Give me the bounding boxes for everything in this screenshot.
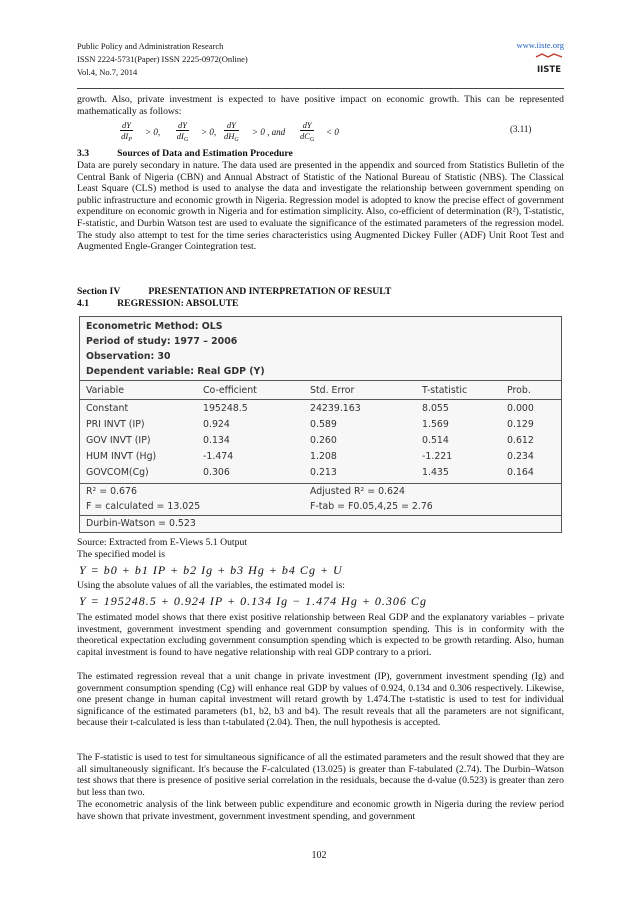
table-header-tstat: T-statistic (422, 385, 468, 396)
header-divider (77, 88, 564, 89)
specified-model-label: The specified model is (77, 549, 165, 560)
journal-issn: ISSN 2224-5731(Paper) ISSN 2225-0972(Online) (77, 54, 248, 64)
table-source: Source: Extracted from E-Views 5.1 Output (77, 537, 247, 548)
interpretation-paragraph-4: The econometric analysis of the link between public expenditure and economic growth in Nigeria during the review period have shown that private investment, government investment spending, and government (77, 799, 564, 822)
interpretation-paragraph-3: The F-statistic is used to test for simultaneous significance of all the estimated parameters and the result showed that they are all simultaneously significant. It's because the F-calculated (13.025) is greater than F-tabulated (2.74). The Durbin–Watson test shows that there is presence of positive serial correlation in the residuals, because the d-value (0.523) is greater than zero but less than two. (77, 752, 564, 798)
fraction-dy-dip: dY $dI_P$ (121, 120, 132, 143)
fraction-dy-dhg: dY $dH_G$ (224, 120, 239, 143)
table-adjusted-r-squared: Adjusted R² = 0.624 (310, 486, 405, 497)
table-r-squared: R² = 0.676 (86, 486, 137, 497)
section-3-3-paragraph: Data are purely secondary in nature. The data used are presented in the appendix and sourced from Statistics Bulletin of the Central Bank of Nigeria (CBN) and Annual Abstract of Statistic of the National Bureau of Statistic (NBS). The Classical Least Square (CLS) method is used to analyse the data and investigate the relationship between government spending on public infrastructure and economic growth in Nigeria. Regression model is adopted to know the precise effect of government expenditure on economic growth in Nigeria and for estimation simplicity. Also, co-efficient of determination (R²), T-statistic, F-statistic, and Durbin Watson test are used to evaluate the significance of the estimated parameters of the regression model. The study also attempt to test for the time series characteristics using Augmented Dickey Fuller (ADF) Unit Root Test and Augmented Engle-Granger Cointegration test. (77, 160, 564, 253)
equation-number: (3.11) (510, 124, 532, 134)
journal-header (77, 40, 248, 79)
logo-text: IISTE (536, 65, 562, 75)
table-method: Econometric Method: OLS (86, 321, 223, 332)
estimated-model-equation: Y = 195248.5 + 0.924 IP + 0.134 Ig − 1.474 Hg + 0.306 Cg (79, 594, 427, 608)
table-header-coefficient: Co-efficient (203, 385, 257, 396)
table-period: Period of study: 1977 – 2006 (86, 336, 238, 347)
journal-url-link[interactable]: www.iiste.org (516, 40, 564, 50)
section-4-heading: Section IV PRESENTATION AND INTERPRETATION OF RESULT (77, 286, 392, 297)
iiste-logo (534, 53, 564, 77)
fraction-dy-dig: dY $dI_G$ (176, 120, 189, 143)
table-observation: Observation: 30 (86, 351, 171, 362)
table-header-prob: Prob. (507, 385, 531, 396)
page-number: 102 (311, 850, 327, 861)
table-dependent: Dependent variable: Real GDP (Y) (86, 366, 265, 377)
regression-table: Econometric Method: OLS Period of study: 1977 – 2006 Observation: 30 Dependent variable: Real GDP (Y) Variable Co-efficient Std. Error T-statistic Prob. Constant 195248.5 24239.163 8.055 0.000 PRI INVT (IP) 0.924 0.589 1.569 0.129 GOV INVT (IP) 0.134 0.260 0.514 0.612 HUM INVT (Hg) -1.474 1.208 -1.221 0.234 GOVCOM(Cg) 0.306 0.213 1.435 0.164 R² = 0.676 Adjusted R² = 0.624 F = calculated = 13.025 F-tab = F0.05,4,25 = 2.76 Durbin-Watson = 0.523 (79, 316, 562, 533)
table-f-calculated: F = calculated = 13.025 (86, 501, 201, 512)
fraction-dy-dcg: dY $dC_G$ (300, 120, 315, 143)
table-f-tab: F-tab = F0.05,4,25 = 2.76 (310, 501, 433, 512)
section-4-1-heading: 4.1 REGRESSION: ABSOLUTE (77, 298, 239, 309)
journal-volume: Vol.4, No.7, 2014 (77, 67, 138, 77)
section-3-3-heading: 3.3 Sources of Data and Estimation Procedure (77, 148, 293, 159)
absolute-values-label: Using the absolute values of all the variables, the estimated model is: (77, 580, 345, 591)
specified-model-equation: Y = b0 + b1 IP + b2 Ig + b3 Hg + b4 Cg + U (79, 563, 343, 577)
journal-title: Public Policy and Administration Research (77, 41, 224, 51)
table-durbin-watson: Durbin-Watson = 0.523 (86, 518, 196, 529)
table-header-stderror: Std. Error (310, 385, 355, 396)
interpretation-paragraph-2: The estimated regression reveal that a unit change in private investment (IP), government investment spending (Ig) and government consumption spending (Cg) will enhance real GDP by values of 0.924, 0.134 and 0.306 respectively. Likewise, one present change in human capital investment will retard growth by 1.474.The t-statistic is used to test for individual significance of the estimated parameters (b1, b2, b3 and b4). The result reveals that all the parameters are not significant, because their t-calculated is less than t-tabulated (2.04). Then, the null hypothesis is accepted. (77, 671, 564, 729)
table-header-variable: Variable (86, 385, 124, 396)
intro-paragraph: growth. Also, private investment is expected to have positive impact on economic growth. This can be represented mathematically as follows: (77, 94, 564, 117)
interpretation-paragraph-1: The estimated model shows that there exist positive relationship between Real GDP and the explanatory variables – private investment, government investment spending and government consumption spending. This is in conformity with the theoretical expectation excluding government consumption spending which is expected to be growth retarding. Also, human capital investment is found to have negative relationship with real GDP contrary to a priori. (77, 612, 564, 658)
